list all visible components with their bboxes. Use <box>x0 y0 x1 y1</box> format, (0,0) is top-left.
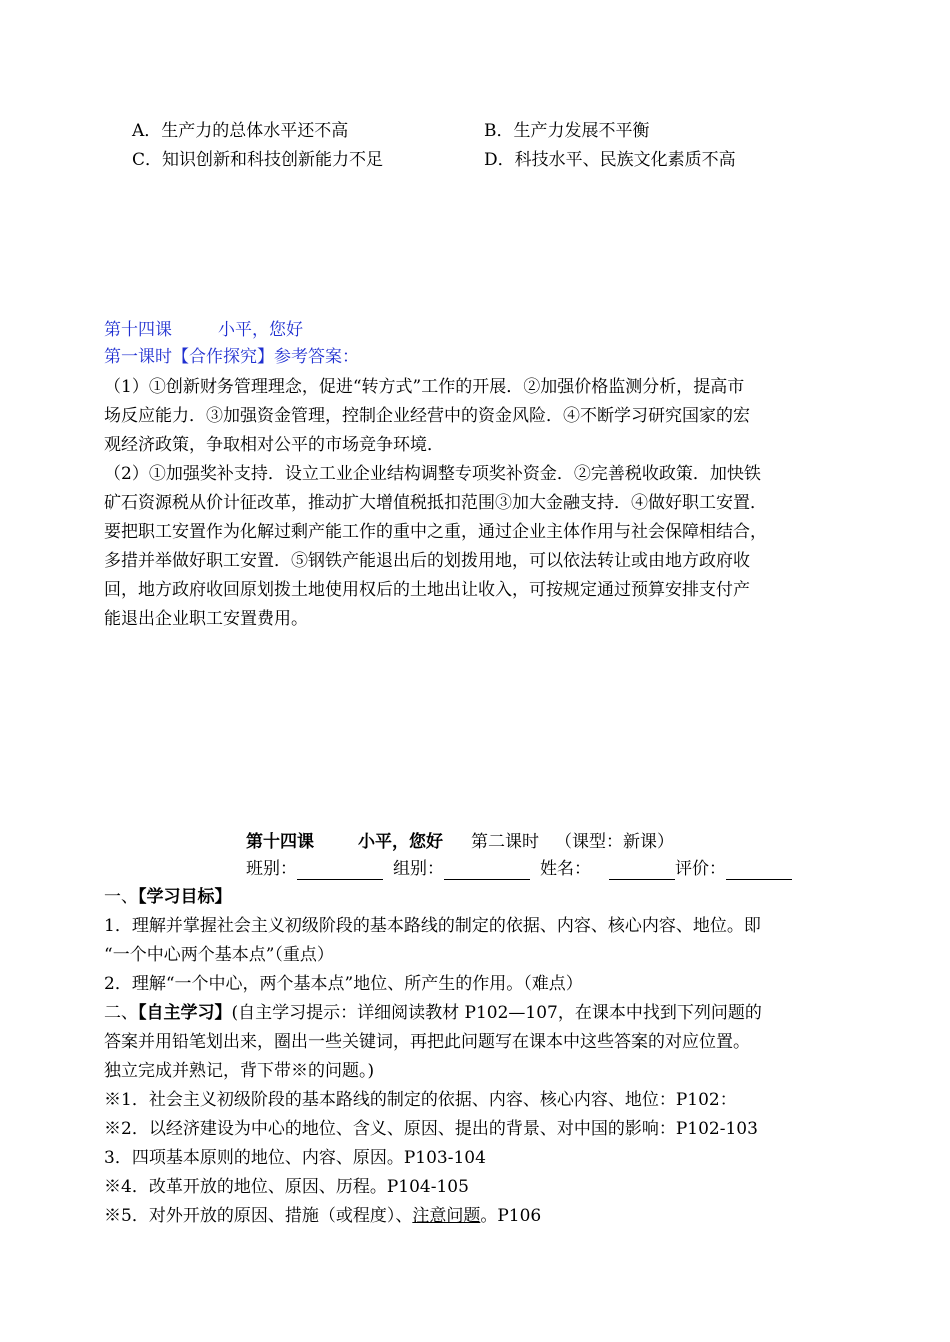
answer-line: 能退出企业职工安置费用。 <box>104 609 308 629</box>
answer-line: （1）①创新财务管理理念，促进“转方式”工作的开展．②加强价格监测分析，提高市 <box>104 377 745 397</box>
goals-heading <box>104 886 232 908</box>
self-study-heading <box>104 1002 762 1024</box>
name-field[interactable] <box>609 861 675 880</box>
header-period: 第二课时 <box>471 832 539 852</box>
answer-line: 矿石资源税从价计征改革，推动扩大增值税抵扣范围③加大金融支持．④做好职工安置． <box>104 493 767 513</box>
class-label: 班别： <box>246 859 297 879</box>
answer-lesson: 第十四课 <box>104 320 172 340</box>
self-study-heading-num: 二、 <box>104 1003 138 1023</box>
choice-a: A．生产力的总体水平还不高 <box>132 121 349 141</box>
question-5-page: 。P106 <box>480 1206 542 1226</box>
answer-lesson-title <box>104 319 303 341</box>
eval-label: 评价： <box>675 859 726 879</box>
question-4: ※4．改革开放的地位、原因、历程。P104-105 <box>104 1177 469 1197</box>
lesson-header <box>246 831 674 853</box>
goal-item-1-cont: “一个中心两个基本点”（重点） <box>104 945 334 965</box>
goal-item-1: 1．理解并掌握社会主义初级阶段的基本路线的制定的依据、内容、核心内容、地位。即 <box>104 916 761 936</box>
student-info-row <box>246 858 792 880</box>
answer-line: 回，地方政府收回原划拨土地使用权后的土地出让收入，可按规定通过预算安排支付产 <box>104 580 750 600</box>
goal-item-2: 2．理解“一个中心，两个基本点”地位、所产生的作用。（难点） <box>104 974 583 994</box>
group-label: 组别： <box>393 859 444 879</box>
answer-lesson-name: 小平，您好 <box>218 320 303 340</box>
class-field[interactable] <box>297 861 383 880</box>
choice-d: D．科技水平、民族文化素质不高 <box>484 150 736 170</box>
choice-b: B．生产力发展不平衡 <box>484 121 650 141</box>
question-5-text: ※5．对外开放的原因、措施（或程度）、 <box>104 1206 413 1226</box>
self-study-hint: (自主学习提示：详细阅读教材 P102—107，在课本中找到下列问题的 <box>231 1003 762 1023</box>
self-study-hint-line: 答案并用铅笔划出来，圈出一些关键词，再把此问题写在课本中这些答案的对应位置。 <box>104 1032 750 1052</box>
answer-line: 多措并举做好职工安置．⑤钢铁产能退出后的划拨用地，可以依法转让或由地方政府收 <box>104 551 750 571</box>
self-study-heading-text: 【自主学习】 <box>138 1003 232 1023</box>
goals-heading-text: 【学习目标】 <box>138 887 232 907</box>
choice-c: C．知识创新和科技创新能力不足 <box>132 150 384 170</box>
question-3: 3．四项基本原则的地位、内容、原因。P103-104 <box>104 1148 486 1168</box>
answer-line: 场反应能力．③加强资金管理，控制企业经营中的资金风险．④不断学习研究国家的宏 <box>104 406 750 426</box>
question-2: ※2．以经济建设为中心的地位、含义、原因、提出的背景、对中国的影响：P102-103 <box>104 1119 758 1139</box>
question-5 <box>104 1205 541 1227</box>
header-type: （课型：新课） <box>555 832 674 852</box>
answer-line: 要把职工安置作为化解过剩产能工作的重中之重，通过企业主体作用与社会保障相结合， <box>104 522 767 542</box>
question-5-underlined: 注意问题 <box>412 1206 481 1226</box>
name-label: 姓名： <box>540 859 591 879</box>
question-1: ※1．社会主义初级阶段的基本路线的制定的依据、内容、核心内容、地位：P102： <box>104 1090 737 1110</box>
eval-field[interactable] <box>726 861 792 880</box>
header-lesson-title: 小平，您好 <box>358 832 443 852</box>
header-lesson: 第十四课 <box>246 832 314 852</box>
answer-line: 观经济政策，争取相对公平的市场竞争环境． <box>104 435 444 455</box>
answer-subtitle: 第一课时【合作探究】参考答案： <box>104 347 359 367</box>
self-study-hint-line: 独立完成并熟记，背下带※的问题。) <box>104 1061 375 1081</box>
group-field[interactable] <box>444 861 530 880</box>
goals-heading-num: 一、 <box>104 887 138 907</box>
answer-line: （2）①加强奖补支持．设立工业企业结构调整专项奖补资金．②完善税收政策．加快铁 <box>104 464 761 484</box>
